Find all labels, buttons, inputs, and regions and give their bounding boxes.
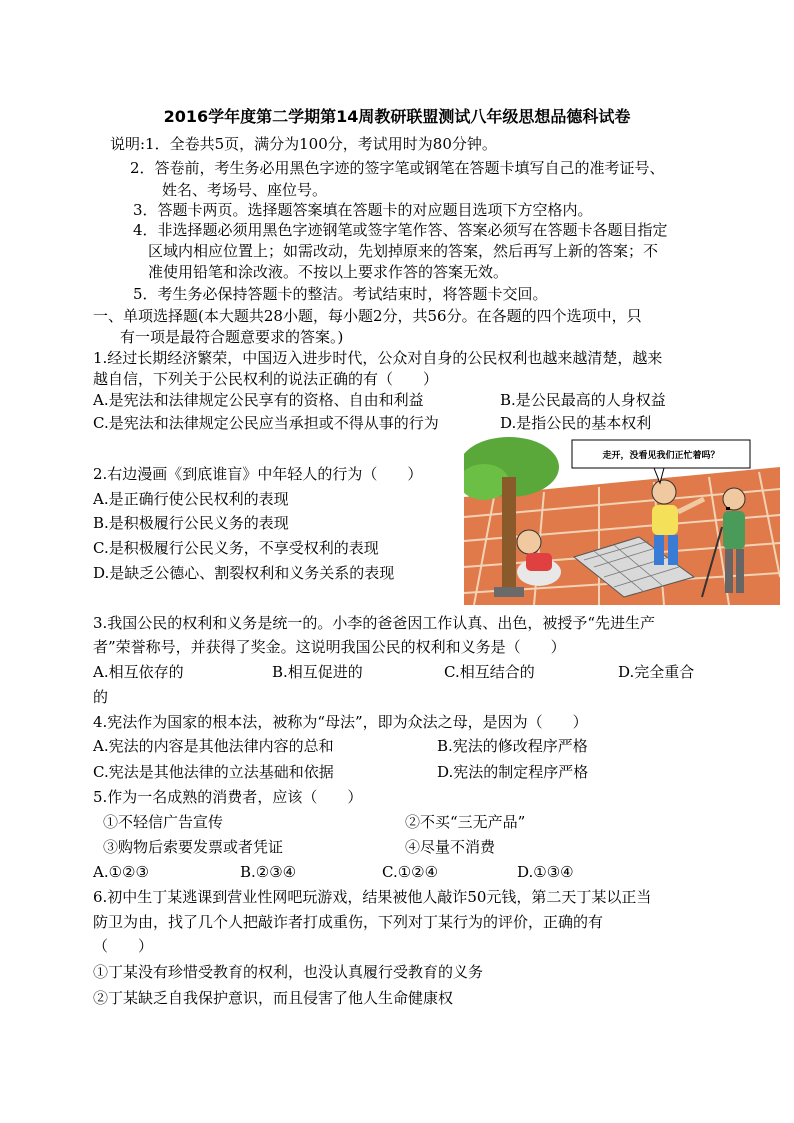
- instruction-2: 2．答卷前，考生务必用黑色字迹的签字笔或钢笔在答题卡填写自己的准考证号、: [130, 159, 665, 177]
- q6-stem-bracket: （ ）: [93, 937, 154, 955]
- q5-statement-3: ③购物后索要发票或者凭证: [103, 838, 284, 856]
- q1-stem: 1.经过长期经济繁荣，中国迈入进步时代，公众对自身的公民权利也越来越清楚，越来: [93, 349, 663, 367]
- q5-option-c: C.①②④: [382, 863, 439, 881]
- q5-option-d: D.①③④: [517, 863, 574, 881]
- q3-option-d-tail: 的: [93, 688, 109, 706]
- q5-stem: 5.作为一名成熟的消费者，应该（ ）: [93, 788, 363, 806]
- q1-option-d: D.是指公民的基本权利: [500, 414, 652, 432]
- q1-stem-cont: 越自信，下列关于公民权利的说法正确的有（ ）: [93, 370, 439, 388]
- q2-option-d: D.是缺乏公德心、割裂权利和义务关系的表现: [93, 564, 395, 582]
- instruction-1: 说明:1．全卷共5页，满分为100分，考试用时为80分钟。: [110, 135, 497, 153]
- q5-statement-2: ②不买“三无产品”: [405, 813, 526, 831]
- q3-option-b: B.相互促进的: [272, 663, 363, 681]
- q2-option-a: A.是正确行使公民权利的表现: [93, 490, 289, 508]
- q3-option-a: A.相互依存的: [93, 663, 184, 681]
- instruction-4-cont2: 准使用铅笔和涂改液。不按以上要求作答的答案无效。: [148, 263, 509, 281]
- comic-caption: 走开，没看见我们正忙着吗？: [602, 451, 720, 461]
- comic-illustration: [464, 437, 780, 605]
- instruction-5: 5．考生务必保持答题卡的整洁。考试结束时，将答题卡交回。: [133, 285, 548, 303]
- section-heading: 一、单项选择题(本大题共28小题，每小题2分，共56分。在各题的四个选项中，只: [93, 307, 642, 325]
- instruction-2-cont: 姓名、考场号、座位号。: [162, 181, 328, 199]
- q6-statement-2: ②丁某缺乏自我保护意识，而且侵害了他人生命健康权: [93, 989, 454, 1007]
- instruction-4: 4．非选择题必须用黑色字迹钢笔或签字笔作答、答案必须写在答题卡各题目指定: [133, 221, 668, 239]
- section-heading-cont: 有一项是最符合题意要求的答案。): [120, 328, 344, 346]
- q4-stem: 4.宪法作为国家的根本法，被称为“母法”，即为众法之母，是因为（ ）: [93, 713, 588, 731]
- q5-statement-1: ①不轻信广告宣传: [103, 813, 224, 831]
- q5-statement-4: ④尽量不消费: [405, 838, 496, 856]
- q4-option-a: A.宪法的内容是其他法律内容的总和: [93, 737, 334, 755]
- q6-statement-1: ①丁某没有珍惜受教育的权利，也没认真履行受教育的义务: [93, 963, 484, 981]
- q1-option-a: A.是宪法和法律规定公民享有的资格、自由和利益: [93, 391, 424, 409]
- q2-option-b: B.是积极履行公民义务的表现: [93, 514, 289, 532]
- instruction-3: 3．答题卡两页。选择题答案填在答题卡的对应题目选项下方空格内。: [133, 201, 593, 219]
- q1-option-b: B.是公民最高的人身权益: [500, 391, 666, 409]
- q6-stem-cont: 防卫为由，找了几个人把敲诈者打成重伤，下列对丁某行为的评价，正确的有: [93, 913, 604, 931]
- q4-option-b: B.宪法的修改程序严格: [437, 737, 588, 755]
- q4-option-d: D.宪法的制定程序严格: [437, 763, 589, 781]
- q5-option-a: A.①②③: [93, 863, 149, 881]
- q3-stem: 3.我国公民的权利和义务是统一的。小李的爸爸因工作认真、出色，被授予“先进生产: [93, 614, 655, 632]
- q2-option-c: C.是积极履行公民义务，不享受权利的表现: [93, 539, 379, 557]
- q3-stem-cont: 者”荣誉称号，并获得了奖金。这说明我国公民的权利和义务是（ ）: [93, 638, 566, 656]
- q5-option-b: B.②③④: [240, 863, 297, 881]
- q3-option-d: D.完全重合: [618, 663, 695, 681]
- q2-stem: 2.右边漫画《到底谁盲》中年轻人的行为（ ）: [93, 465, 423, 483]
- q1-option-c: C.是宪法和法律规定公民应当承担或不得从事的行为: [93, 414, 439, 432]
- instruction-4-cont1: 区域内相应位置上；如需改动，先划掉原来的答案，然后再写上新的答案；不: [148, 242, 659, 260]
- q4-option-c: C.宪法是其他法律的立法基础和依据: [93, 763, 334, 781]
- exam-title: 2016学年度第二学期第14周教研联盟测试八年级思想品德科试卷: [163, 107, 631, 126]
- q6-stem: 6.初中生丁某逃课到营业性网吧玩游戏，结果被他人敲诈50元钱，第二天丁某以正当: [93, 888, 652, 906]
- q3-option-c: C.相互结合的: [444, 663, 535, 681]
